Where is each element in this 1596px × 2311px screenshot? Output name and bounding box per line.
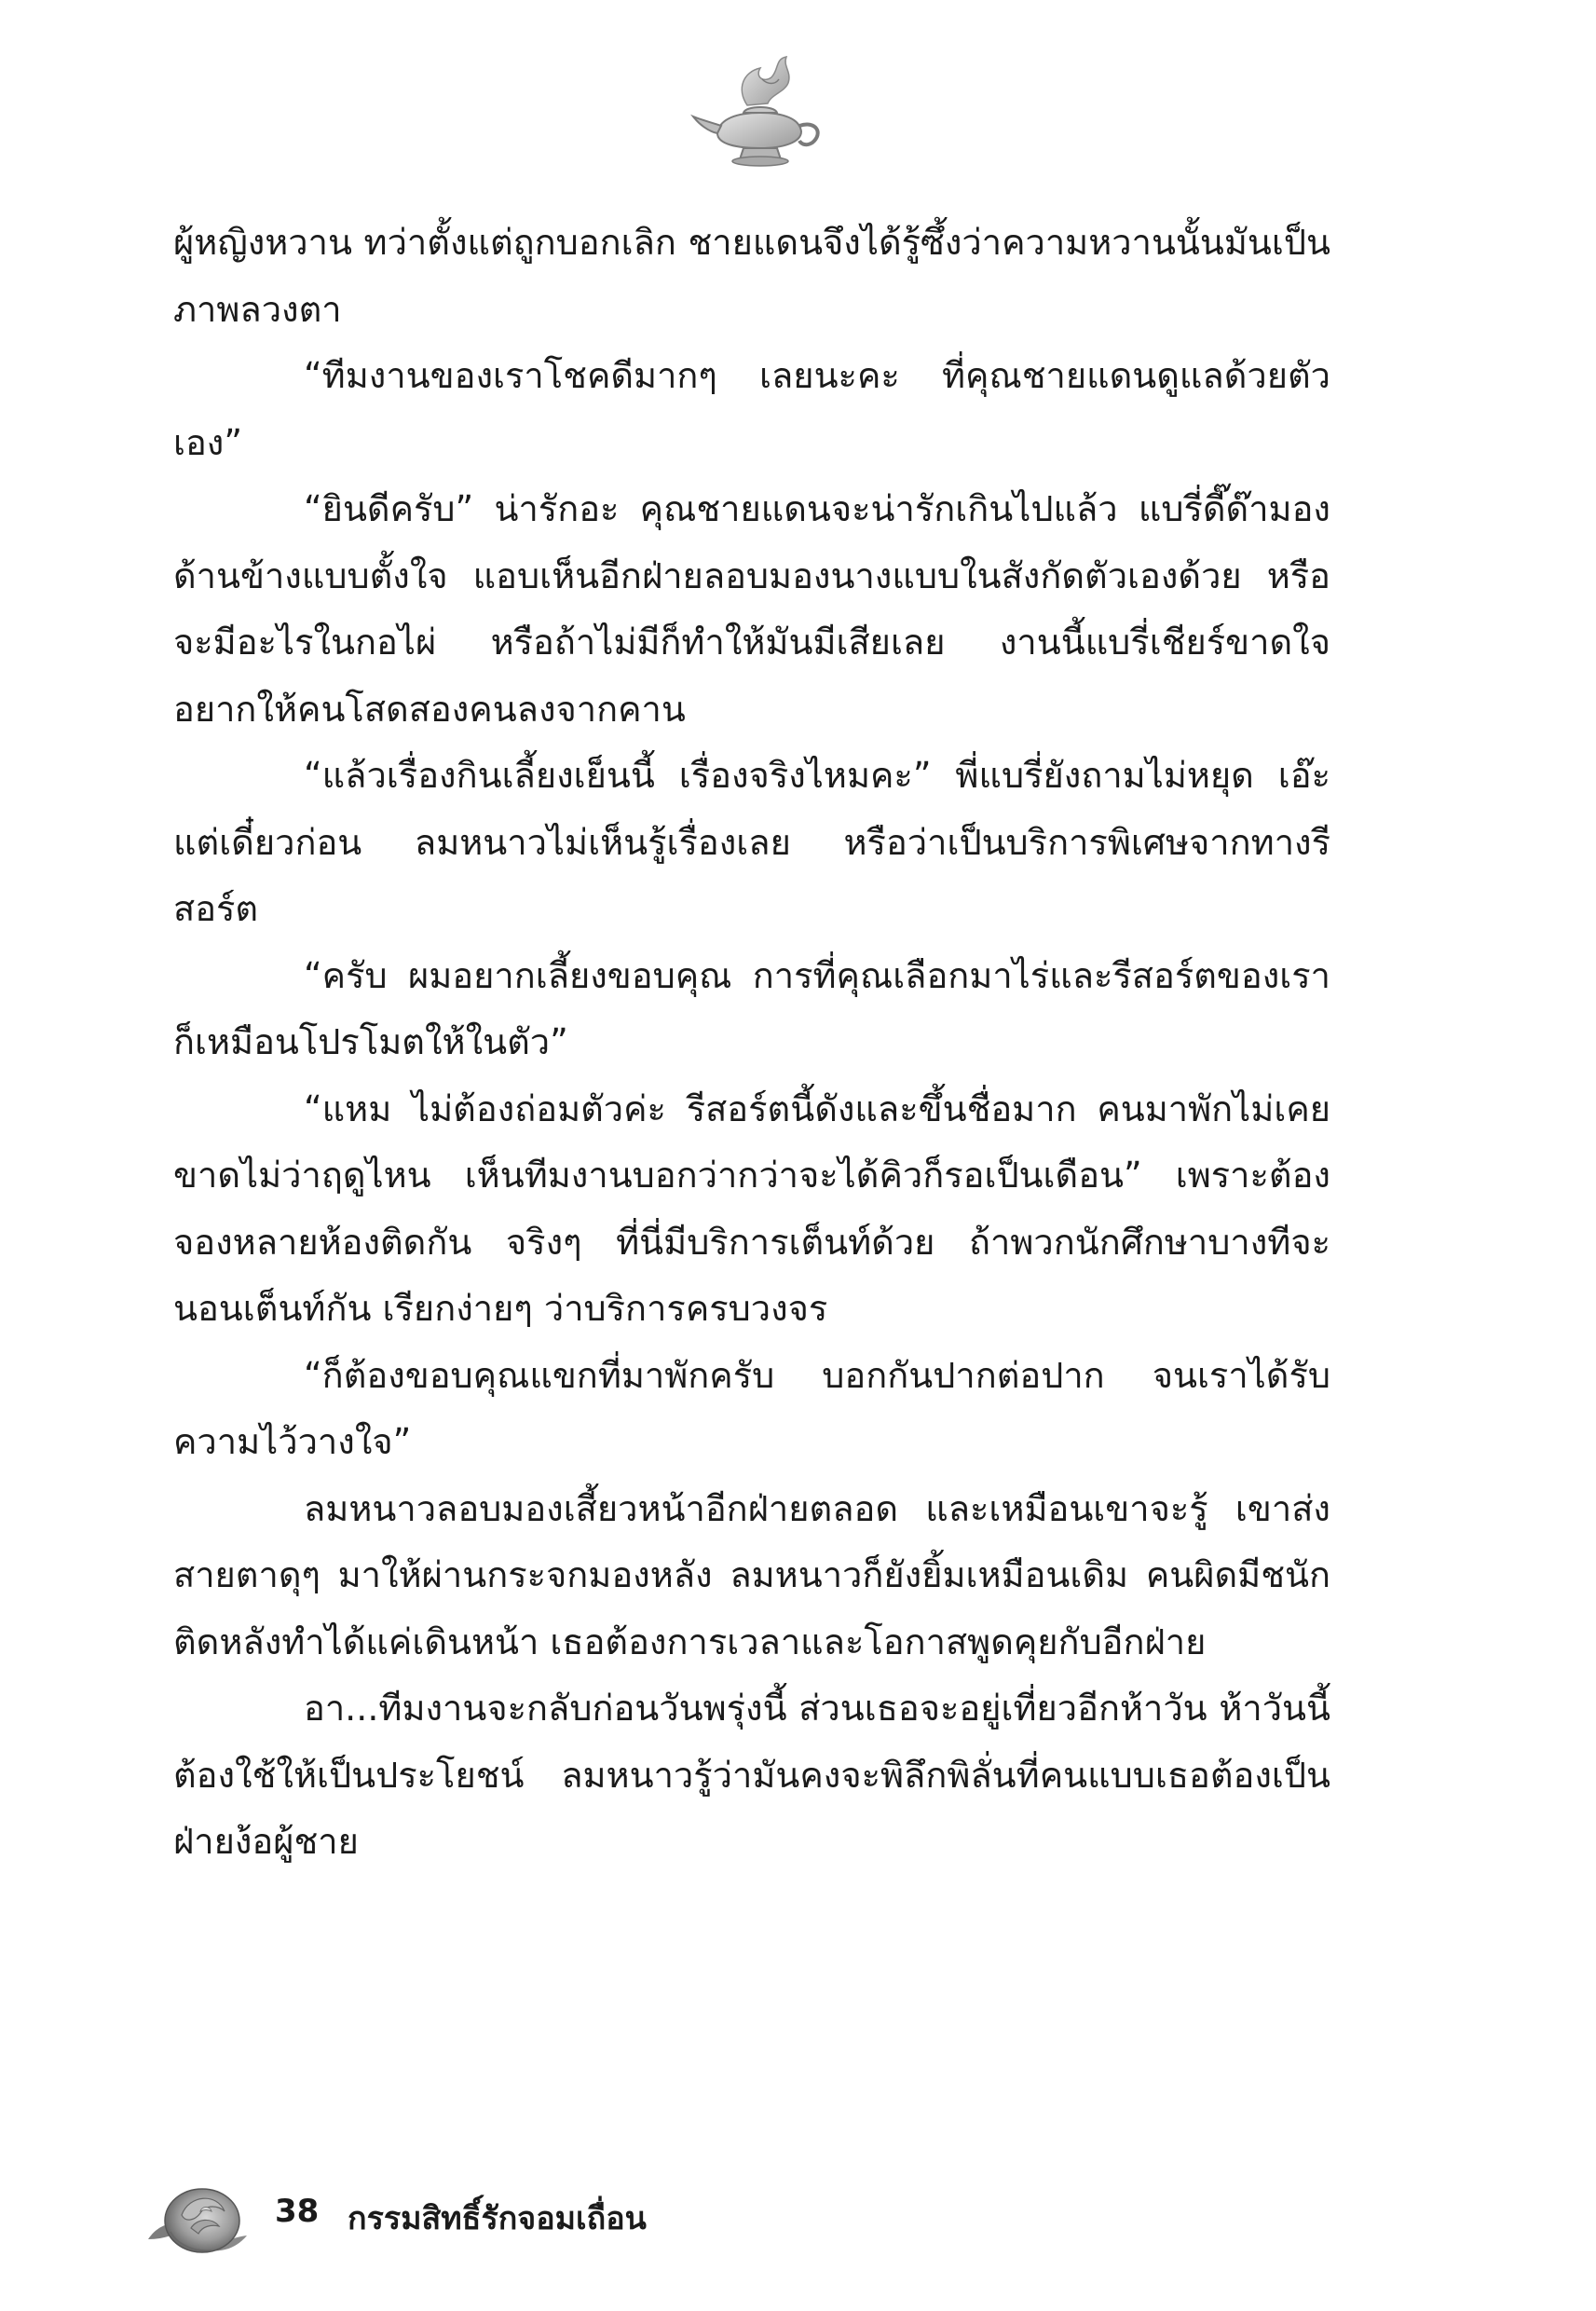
page-footer — [144, 2167, 983, 2269]
body-paragraph: “ยินดีครับ” น่ารักอะ คุณชายแดนจะน่ารักเกินไปแล้ว แบรี่ดี๊ด๊ามองด้านข้างแบบตั้งใจ แอบเห็นอีกฝ่ายลอบมองนางแบบในสังกัดตัวเองด้วย หรือจะมีอะไรในกอไผ่ หรือถ้าไม่มีก็ทำให้มันมีเสียเลย งานนี้แบรี่เชียร์ขาดใจ อยากให้คนโสดสองคนลงจากคาน — [173, 488, 1330, 730]
book-title: กรรมสิทธิ์รักจอมเถื่อน — [348, 2200, 647, 2237]
body-paragraph: ลมหนาวลอบมองเสี้ยวหน้าอีกฝ่ายตลอด และเหมือนเขาจะรู้ เขาส่งสายตาดุๆ มาให้ผ่านกระจกมองหลัง ลมหนาวก็ยังยิ้มเหมือนเดิม คนผิดมีชนักติดหลังทำได้แค่เดินหน้า เธอต้องการเวลาและโอกาสพูดคุยกับอีกฝ่าย — [173, 1487, 1330, 1662]
body-text — [173, 210, 1330, 1876]
body-paragraph: “ก็ต้องขอบคุณแขกที่มาพักครับ บอกกันปากต่อปาก จนเราได้รับความไว้วางใจ” — [173, 1354, 1330, 1462]
rose-icon — [144, 2167, 252, 2260]
body-paragraph: “แหม ไม่ต้องถ่อมตัวค่ะ รีสอร์ตนี้ดังและขึ้นชื่อมาก คนมาพักไม่เคยขาดไม่ว่าฤดูไหน เห็นทีมงานบอกว่ากว่าจะได้คิวก็รอเป็นเดือน” เพราะต้องจองหลายห้องติดกัน จริงๆ ที่นี่มีบริการเต็นท์ด้วย ถ้าพวกนักศึกษาบางทีจะนอนเต็นท์กัน เรียกง่ายๆ ว่าบริการครบวงจร — [173, 1087, 1330, 1329]
body-paragraph: “ทีมงานของเราโชคดีมากๆ เลยนะคะ ที่คุณชายแดนดูแลด้วยตัวเอง” — [173, 355, 1330, 463]
body-paragraph: ผู้หญิงหวาน ทว่าตั้งแต่ถูกบอกเลิก ชายแดนจึงได้รู้ซึ้งว่าความหวานนั้นมันเป็นภาพลวงตา — [173, 222, 1330, 330]
genie-lamp-icon — [689, 51, 829, 172]
body-paragraph: อา...ทีมงานจะกลับก่อนวันพรุ่งนี้ ส่วนเธอจะอยู่เที่ยวอีกห้าวัน ห้าวันนี้ต้องใช้ให้เป็นประโยชน์ ลมหนาวรู้ว่ามันคงจะพิลึกพิลั่นที่คนแบบเธอต้องเป็นฝ่ายง้อผู้ชาย — [173, 1688, 1330, 1862]
body-paragraph: “แล้วเรื่องกินเลี้ยงเย็นนี้ เรื่องจริงไหมคะ” พี่แบรี่ยังถามไม่หยุด เอ๊ะ แต่เดี๋ยวก่อน ลมหนาวไม่เห็นรู้เรื่องเลย หรือว่าเป็นบริการพิเศษจากทางรีสอร์ต — [173, 755, 1330, 929]
body-paragraph: “ครับ ผมอยากเลี้ยงขอบคุณ การที่คุณเลือกมาไร่และรีสอร์ตของเรา ก็เหมือนโปรโมตให้ในตัว” — [173, 954, 1330, 1062]
page-number: 38 — [275, 2193, 320, 2230]
